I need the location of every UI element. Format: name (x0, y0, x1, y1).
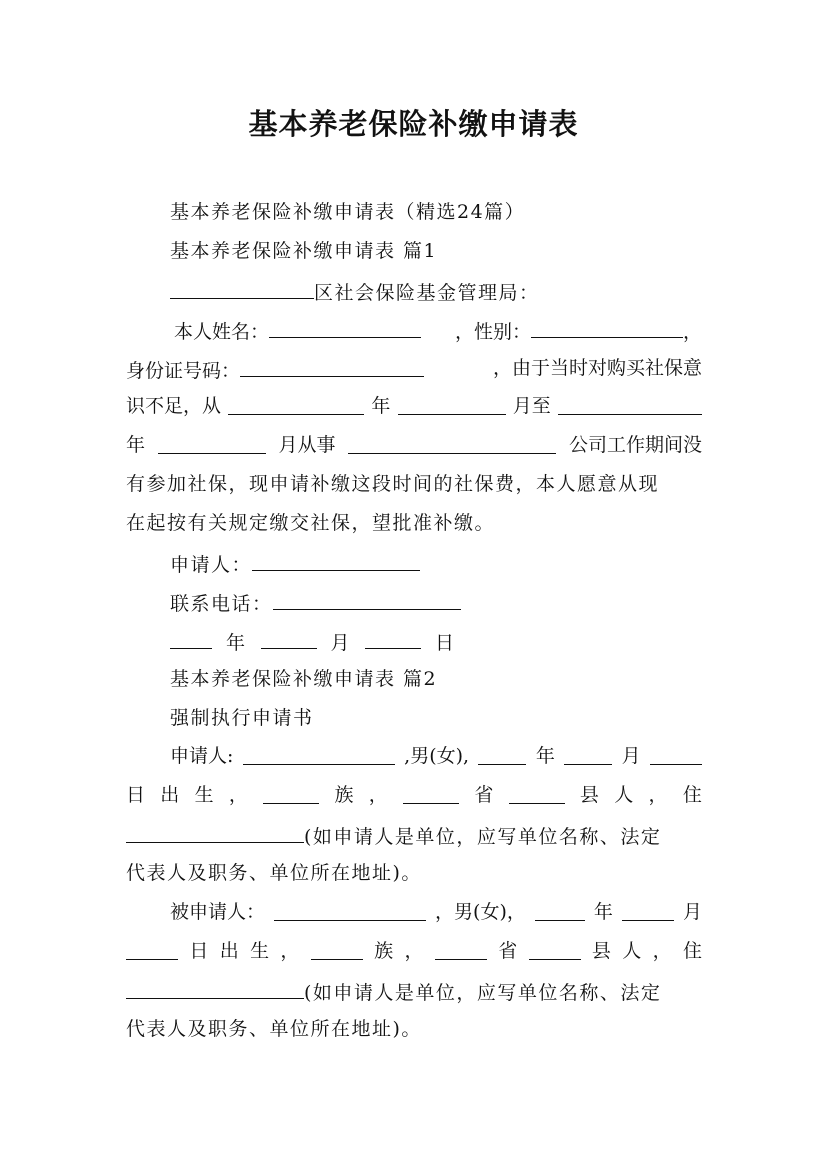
ethnic-char: 族 (334, 784, 354, 807)
from-year-blank (228, 387, 364, 415)
respondent-line4: 代表人及职务、单位所在地址)。 (126, 1017, 422, 1040)
p2-line4: 代表人及职务、单位所在地址)。 (126, 862, 422, 885)
county-char: 人 (622, 939, 642, 962)
respondent-label: 被申请人： (170, 901, 266, 924)
p2-month-label: 月 (621, 745, 641, 768)
phone-blank (273, 582, 461, 610)
respondent-year-blank (535, 893, 585, 921)
respondent-county-blank (529, 932, 581, 960)
respondent-blank (274, 893, 426, 921)
birth-char: 生 (194, 784, 214, 807)
date-month-label: 月 (330, 631, 352, 654)
id-blank (240, 349, 424, 377)
to-month-blank (158, 426, 266, 454)
from-month-blank (398, 387, 506, 415)
year-label-2: 年 (126, 434, 146, 457)
ethnic-char: ， (368, 784, 388, 807)
company-suffix: 公司工作期间没 (568, 434, 702, 457)
respondent-month-blank (622, 893, 674, 921)
respondent-day-blank (126, 932, 178, 960)
from-prefix: 识不足，从 (126, 395, 222, 418)
respondent-gender: ，男(女)， (435, 901, 526, 924)
phone-line (126, 582, 702, 621)
p1-id-line (126, 349, 702, 388)
p2-birth-day-blank (650, 737, 702, 765)
month-to-label: 月至 (512, 395, 551, 418)
company-blank (348, 426, 556, 454)
birth-char: 出 (219, 939, 239, 962)
year-label: 年 (371, 395, 391, 418)
applicant-line (126, 543, 702, 582)
p2-applicant-line (126, 737, 702, 776)
addressee-suffix: 区社会保险基金管理局： (314, 281, 540, 304)
county-char: 县 (579, 784, 599, 807)
birth-char: 出 (160, 784, 180, 807)
respondent-addr-line (126, 971, 702, 1010)
gender-end: ， (682, 320, 702, 343)
part2-heading: 基本养老保险补缴申请表 篇2 (170, 667, 438, 690)
p1-line6: 有参加社保，现申请补缴这段时间的社保费，本人愿意从现 (126, 473, 660, 496)
p2-addr-line (126, 815, 702, 854)
date-month-blank (261, 621, 317, 649)
p2-applicant-label: 申请人: (170, 745, 234, 768)
birth-char: ， (280, 939, 300, 962)
county-char: ， (648, 784, 668, 807)
name-label: 本人姓名： (174, 320, 270, 343)
p2-applicant-blank (243, 737, 395, 765)
date-year-label: 年 (226, 631, 247, 654)
date-year-blank (170, 621, 212, 649)
part2-title: 强制执行申请书 (170, 706, 314, 729)
respondent-address-blank (126, 971, 304, 999)
p2-year-label: 年 (535, 745, 555, 768)
applicant-label: 申请人： (170, 554, 253, 577)
date-line (126, 621, 702, 660)
respondent-province-blank (435, 932, 487, 960)
county-char: ， (652, 939, 672, 962)
id-after-text: ，由于当时对购买社保意 (492, 356, 702, 379)
name-blank (269, 310, 421, 338)
gender-blank (531, 310, 683, 338)
district-blank (170, 271, 314, 299)
p2-birth-year-blank (478, 737, 526, 765)
birth-char: 生 (250, 939, 270, 962)
respondent-addr-note: (如申请人是单位，应写单位名称、法定 (304, 981, 662, 1004)
p1-engaged-line (126, 426, 702, 465)
p2-province-blank (403, 776, 459, 804)
respondent-ethnic-blank (311, 932, 363, 960)
date-day-label: 日 (435, 631, 456, 654)
gender-label: ，性别： (454, 320, 531, 343)
birth-char: 日 (189, 939, 209, 962)
addressee-line (126, 271, 702, 310)
document-body (126, 193, 702, 1049)
document-title: 基本养老保险补缴申请表 (248, 107, 579, 141)
p2-birth-line (126, 776, 702, 815)
county-char: 县 (591, 939, 611, 962)
part1-heading: 基本养老保险补缴申请表 篇1 (170, 239, 438, 262)
birth-char: ， (228, 784, 248, 807)
province-label: 省 (474, 784, 494, 807)
phone-label: 联系电话： (170, 592, 273, 615)
ethnic-char: ， (404, 939, 424, 962)
county-char: 住 (682, 939, 702, 962)
applicant-blank (252, 543, 420, 571)
county-char: 住 (682, 784, 702, 807)
p2-address-blank (126, 815, 304, 843)
birth-char: 日 (126, 784, 146, 807)
p2-ethnic-blank (263, 776, 319, 804)
respondent-birth-line (126, 932, 702, 971)
p2-county-blank (509, 776, 565, 804)
province-label: 省 (498, 939, 518, 962)
p2-gender: ,男(女), (404, 745, 470, 768)
month-engaged-label: 月从事 (278, 434, 336, 457)
respondent-year-label: 年 (593, 901, 613, 924)
p1-name-line (126, 310, 702, 349)
id-label: 身份证号码： (126, 359, 241, 382)
respondent-line (126, 893, 702, 932)
p1-from-line (126, 387, 702, 426)
p2-addr-note: (如申请人是单位，应写单位名称、法定 (304, 826, 662, 849)
county-char: 人 (614, 784, 634, 807)
respondent-month-label: 月 (682, 901, 702, 924)
ethnic-char: 族 (374, 939, 394, 962)
date-day-blank (365, 621, 421, 649)
to-year-blank (558, 387, 702, 415)
p1-line7: 在起按有关规定缴交社保，望批准补缴。 (126, 512, 496, 535)
subtitle: 基本养老保险补缴申请表（精选24篇） (170, 201, 526, 223)
p2-birth-month-blank (564, 737, 612, 765)
